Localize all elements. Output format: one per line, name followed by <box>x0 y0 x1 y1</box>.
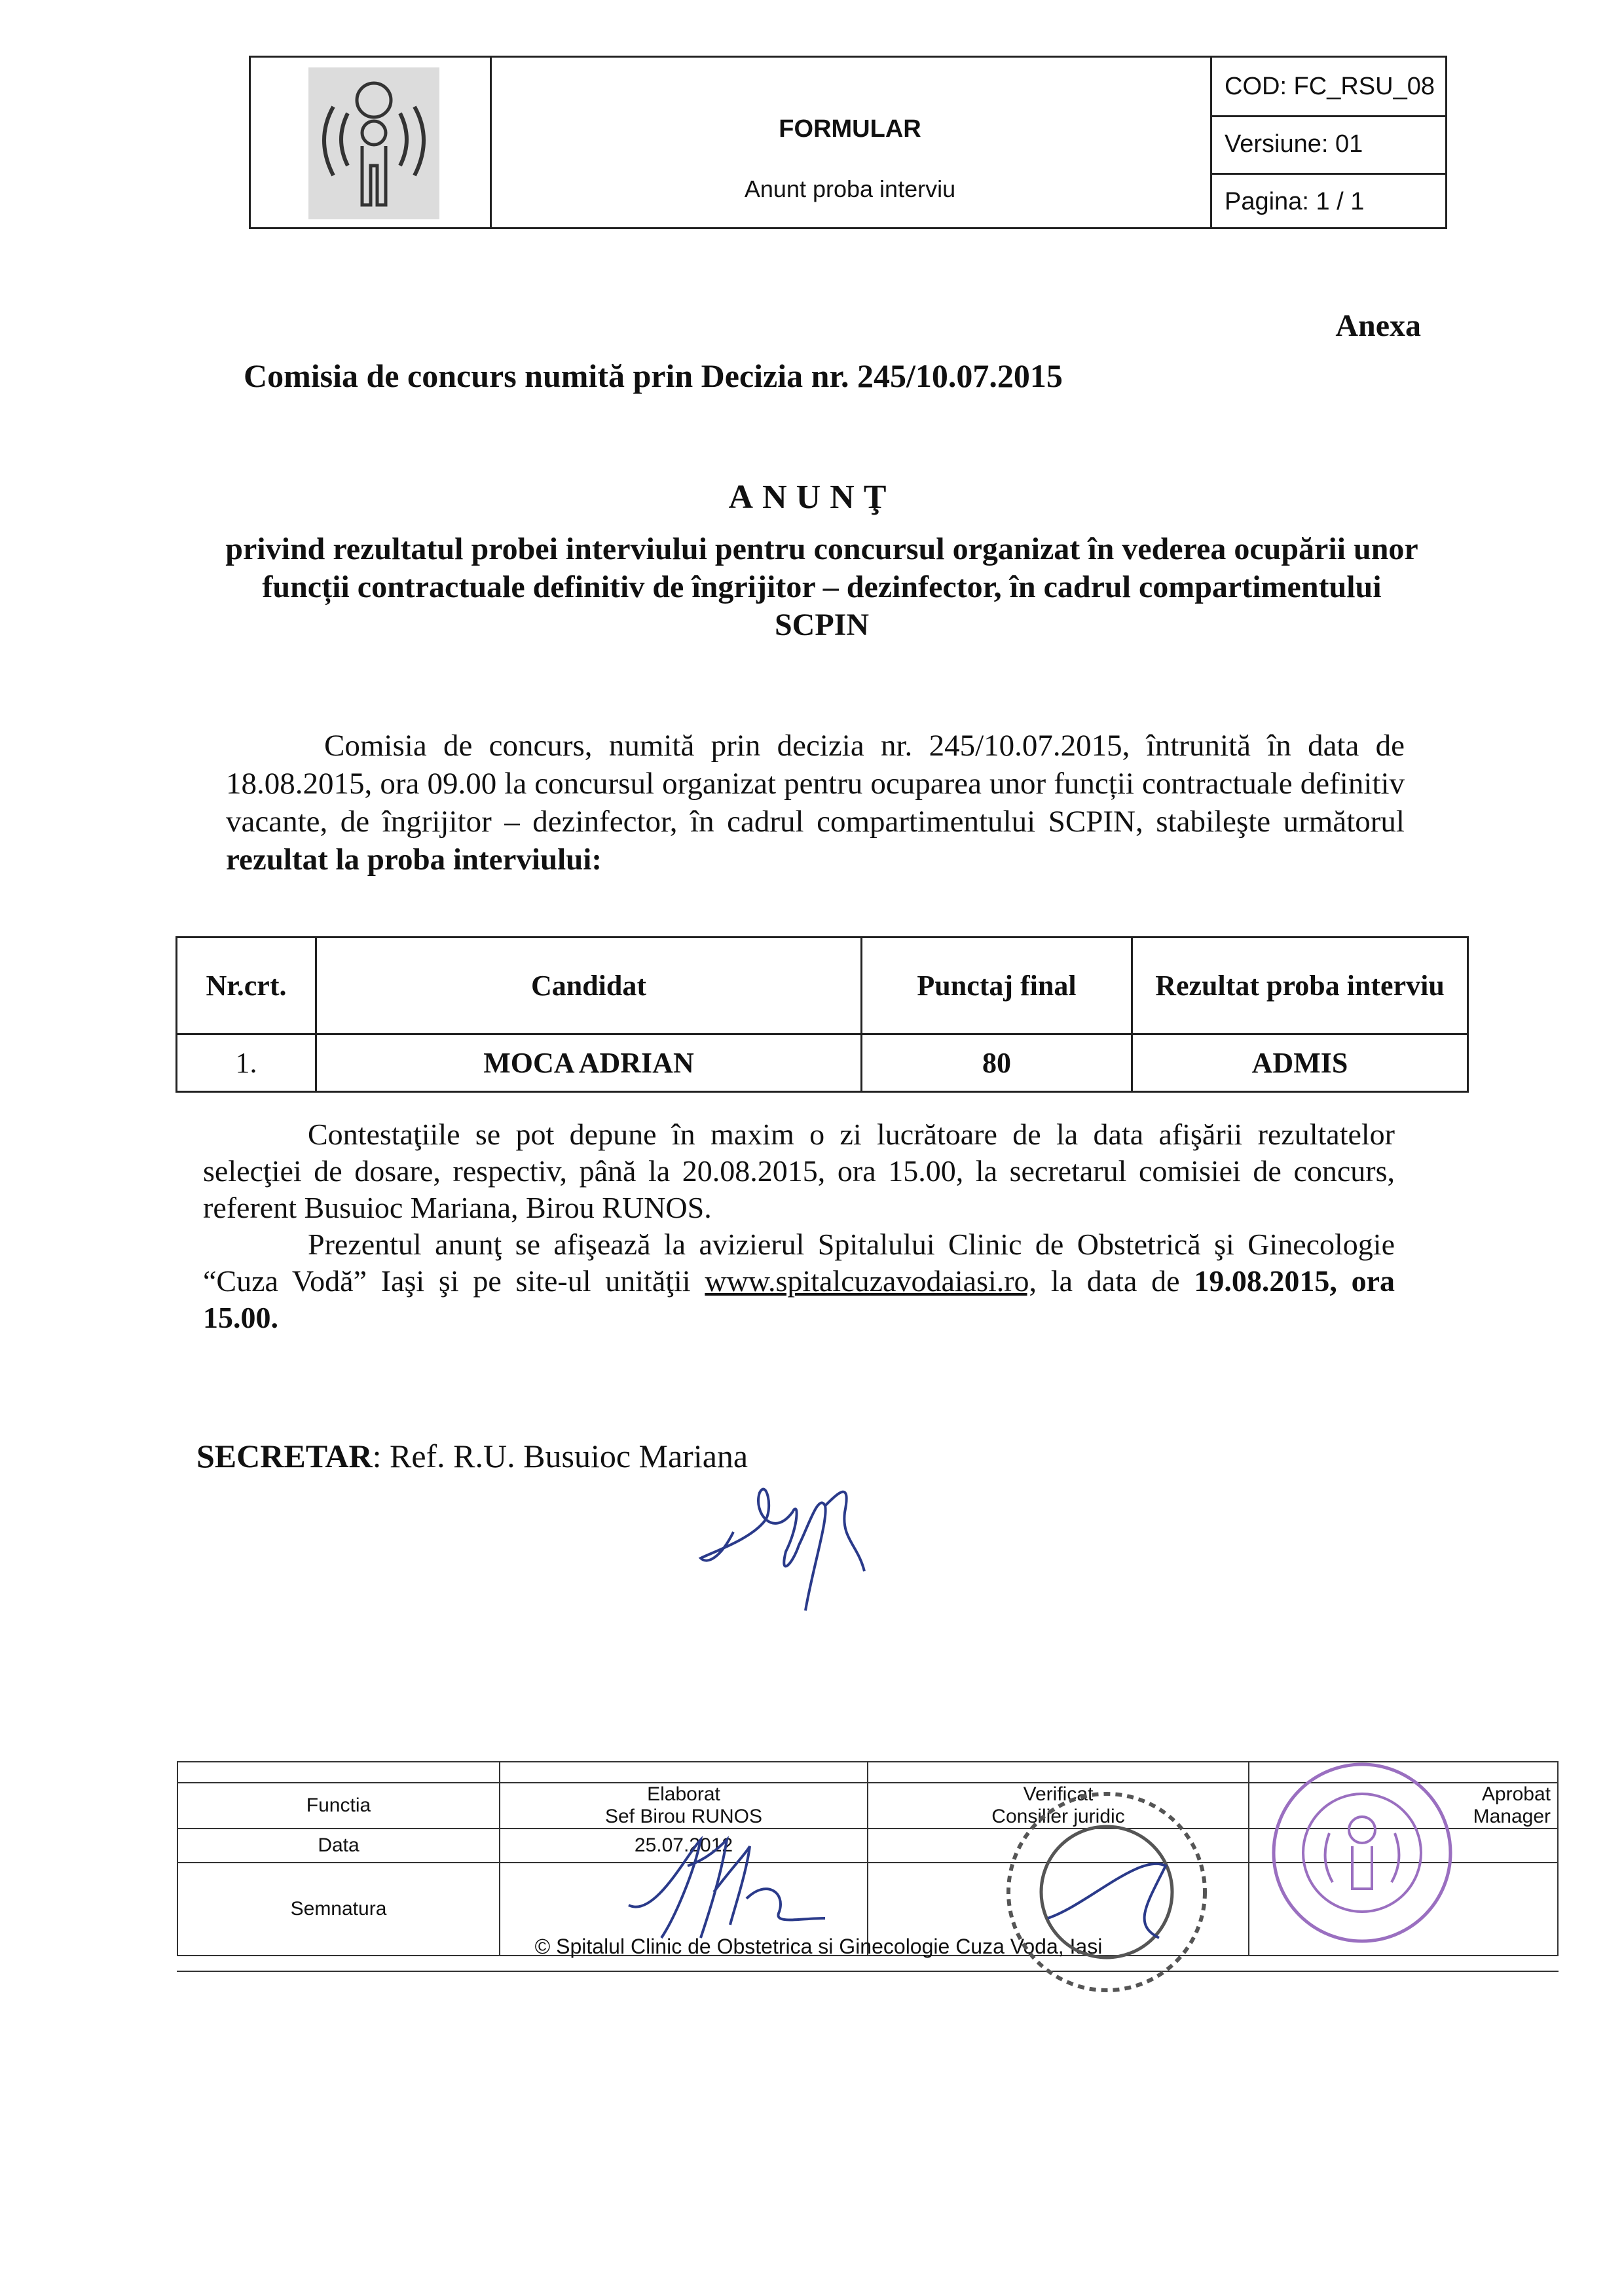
comisia-heading: Comisia de concurs numită prin Decizia nr. 245/10.07.2015 <box>244 357 1063 394</box>
cell-nrcrt: 1. <box>177 1034 316 1092</box>
verificat-label: Verificat <box>1023 1783 1094 1805</box>
form-title: FORMULAR <box>779 115 921 143</box>
form-title-cell <box>490 58 1212 227</box>
posting-date: 19.08.2015, ora 15.00. <box>203 1264 1395 1334</box>
contestation-text <box>203 1116 1395 1336</box>
elaborat-date: 25.07.2012 <box>500 1829 868 1863</box>
body1-bold: rezultat la proba interviului: <box>226 843 602 877</box>
aprobat-function: Manager <box>1473 1806 1551 1827</box>
legal-stamp-icon <box>989 1774 1225 2010</box>
secretary-name: : Ref. R.U. Busuioc Mariana <box>372 1438 748 1474</box>
row-label-functia: Functia <box>177 1783 500 1829</box>
empty-cell <box>177 1762 500 1783</box>
secretary-line <box>196 1437 748 1475</box>
announcement-subject: privind rezultatul probei interviului pentru concursul organizat în vederea ocupării unor funcții contractuale definitiv de îngrijitor – dezinfector, în cadrul compartimentului SCPIN <box>225 532 1418 642</box>
verificat-function: Consilier juridic <box>991 1806 1125 1827</box>
announcement-title: ANUNŢ <box>728 479 896 516</box>
logo-cell <box>251 58 492 227</box>
secretary-signature-icon <box>694 1453 891 1637</box>
cell-punctaj: 80 <box>862 1034 1132 1092</box>
copyright-line: © Spitalul Clinic de Obstetrica si Ginecologie Cuza Voda, Iasi <box>534 1935 1103 1958</box>
col-nrcrt: Nr.crt. <box>177 938 316 1034</box>
footer-divider <box>177 1971 1559 1972</box>
row-label-semnatura: Semnatura <box>177 1863 500 1956</box>
body1-text: Comisia de concurs, numită prin decizia nr. 245/10.07.2015, întrunită în data de 18.08.2015, ora 09.00 la concursul organizat pentru ocuparea unor funcții contractuale definitiv vacante, de îngrijitor – dezinfector, în cadrul compartimentului SCPIN, stabileşte următorul <box>226 729 1405 839</box>
hospital-logo-icon <box>308 67 439 219</box>
elaborat-function: Sef Birou RUNOS <box>604 1806 763 1827</box>
elaborat-header <box>500 1783 868 1829</box>
anexa-label: Anexa <box>1335 308 1421 343</box>
form-code: COD: FC_RSU_08 <box>1210 58 1445 117</box>
form-version: Versiune: 01 <box>1210 115 1445 175</box>
aprobat-label: Aprobat <box>1481 1783 1551 1805</box>
col-rezultat: Rezultat proba interviu <box>1132 938 1468 1034</box>
empty-cell <box>500 1762 868 1783</box>
results-table <box>175 936 1469 1093</box>
cell-candidat: MOCA ADRIAN <box>316 1034 862 1092</box>
secretary-label: SECRETAR <box>196 1438 373 1474</box>
hospital-stamp-icon <box>1264 1755 1460 1951</box>
form-page: Pagina: 1 / 1 <box>1225 188 1365 215</box>
col-punctaj: Punctaj final <box>862 938 1132 1034</box>
cell-rezultat: ADMIS <box>1132 1034 1468 1092</box>
form-header <box>249 56 1447 229</box>
table-header-row <box>177 938 1468 1034</box>
posting-text-a: Prezentul anunţ se afişează la avizierul Spitalului Clinic de Obstetrică şi Ginecologie “Cuza Vodă” Iaşi şi pe site-ul unităţii <box>203 1228 1395 1298</box>
posting-text-b: la data de <box>1050 1264 1180 1298</box>
website-link[interactable]: www.spitalcuzavodaiasi.ro, <box>705 1264 1037 1298</box>
row-label-data: Data <box>177 1829 500 1863</box>
elaborat-label: Elaborat <box>647 1783 720 1805</box>
posting-paragraph <box>203 1226 1395 1336</box>
form-subtitle: Anunt proba interviu <box>744 175 956 202</box>
form-meta-cell <box>1210 58 1445 227</box>
contestation-paragraph: Contestaţiile se pot depune în maxim o zi lucrătoare de la data afişării rezultatelor selecţiei de dosare, respectiv, până la 20.08.2015, ora 15.00, la secretarul comisiei de concurs, referent Busuioc Mariana, Birou RUNOS. <box>203 1118 1395 1224</box>
col-candidat: Candidat <box>316 938 862 1034</box>
table-row <box>177 1034 1468 1092</box>
announcement-body <box>226 727 1405 879</box>
elaborat-signature-icon <box>616 1827 838 1944</box>
